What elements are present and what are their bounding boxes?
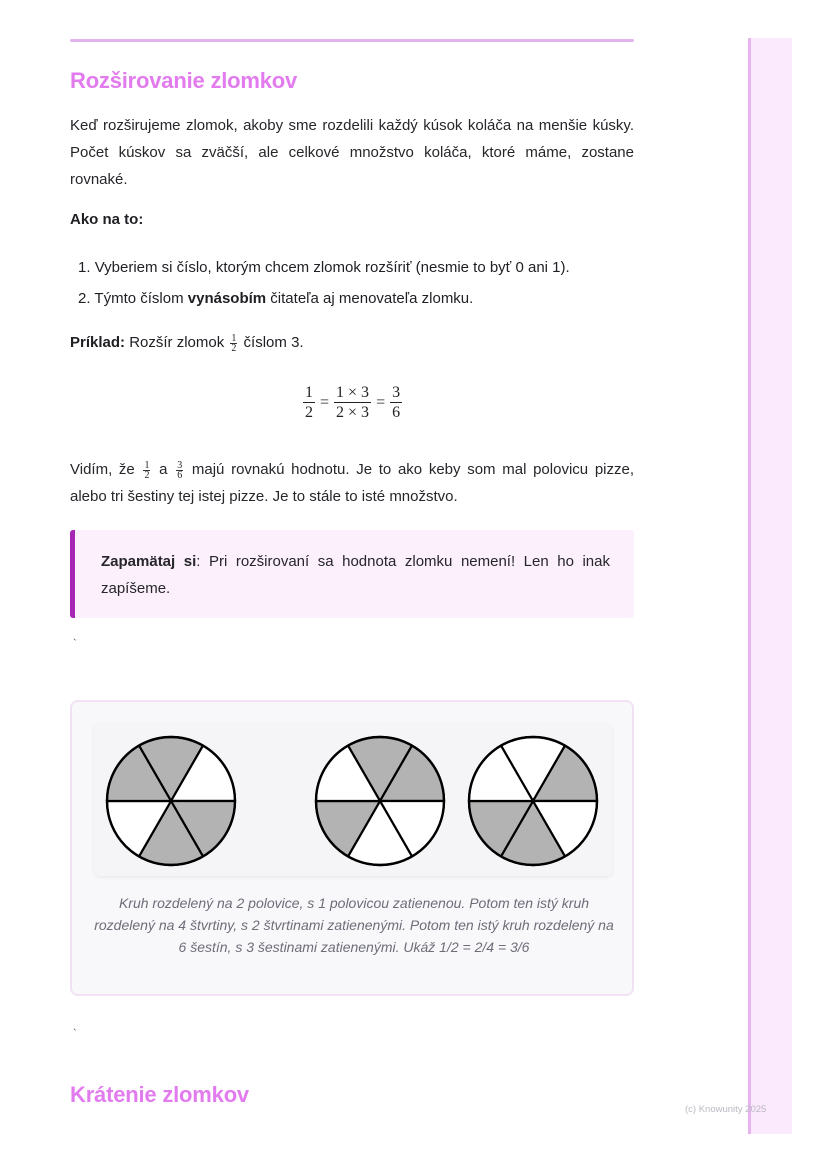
fraction-circles-figure xyxy=(70,700,634,996)
steps-list xyxy=(78,254,638,316)
step-item xyxy=(78,254,638,281)
fraction-lhs: $\frac{1}{2}$ xyxy=(305,384,313,421)
step-text-bold: vynásobím xyxy=(187,290,267,307)
inline-fraction: $\frac{3}{6}$ xyxy=(177,459,183,481)
callout-label: Zapamätaj si xyxy=(101,553,197,570)
top-divider xyxy=(70,39,634,42)
figure-caption: Kruh rozdelený na 2 polovice, s 1 polovicou zatienenou. Potom ten istý kruh rozdelený na 4 štvrtiny, s 2 štvrtinami zatienenými. Potom ten istý kruh rozdelený na 6 šestín, s 3 šestinami zatienenými. Ukáž 1/2 = 2/4 = 3/6 xyxy=(94,895,614,955)
inline-fraction: $\frac{1}{2}$ xyxy=(144,459,150,481)
stray-backtick: ` xyxy=(73,1028,77,1040)
example-text-pre: Rozšír zlomok xyxy=(125,334,229,351)
step-text-post: čitateľa aj menovateľa zlomku. xyxy=(266,290,474,307)
intro-paragraph: Keď rozširujeme zlomok, akoby sme rozdelili každý kúsok koláča na menšie kúsky. Počet kúskov sa zväčší, ale celkové množstvo koláča, ktoré máme, zostane rovnaké. xyxy=(70,117,634,188)
fraction-rhs: $\frac{3}{6}$ xyxy=(392,384,401,421)
example-line xyxy=(70,329,304,356)
step-text-pre: Týmto číslom xyxy=(94,290,188,307)
pie-circle-sixths xyxy=(313,734,447,868)
pie-circle-sixths xyxy=(466,734,600,868)
callout-text: : Pri rozširovaní sa hodnota zlomku nemení! Len ho inak zapíšeme. xyxy=(101,553,610,597)
step-item xyxy=(78,285,638,312)
inline-fraction: $\frac{1}{2}$ xyxy=(231,332,237,354)
example-text-post: číslom 3. xyxy=(239,334,304,351)
equals-sign: = xyxy=(376,393,386,411)
sidebar-decoration xyxy=(748,38,792,1134)
pie-circle-sixths xyxy=(104,734,238,868)
figure-image xyxy=(94,724,612,876)
section-title-expanding-fractions: Rozširovanie zlomkov xyxy=(70,68,298,93)
equals-sign: = xyxy=(320,393,330,411)
step-number: 2. xyxy=(78,290,91,307)
stray-backtick: ` xyxy=(73,638,77,650)
remember-callout xyxy=(70,530,634,618)
fraction-mid: $\frac{1 \times 3}{2 \times 3}$ xyxy=(336,384,370,421)
comparison-paragraph: Vidím, že $\frac{1}{2}$ a $\frac{3}{6}$ majú rovnakú hodnotu. Je to ako keby som mal polovicu pizze, alebo tri šestiny tej istej pizze. Je to stále to isté množstvo. xyxy=(70,459,634,505)
step-text: Vyberiem si číslo, ktorým chcem zlomok rozšíriť (nesmie to byť 0 ani 1). xyxy=(94,259,570,276)
example-label: Príklad: xyxy=(70,334,126,351)
step-number: 1. xyxy=(78,259,91,276)
howto-label: Ako na to: xyxy=(70,211,144,228)
section-title-reducing-fractions: Krátenie zlomkov xyxy=(70,1082,249,1107)
copyright-footer: (c) Knowunity 2025 xyxy=(685,1104,767,1115)
expansion-equation xyxy=(303,383,402,422)
